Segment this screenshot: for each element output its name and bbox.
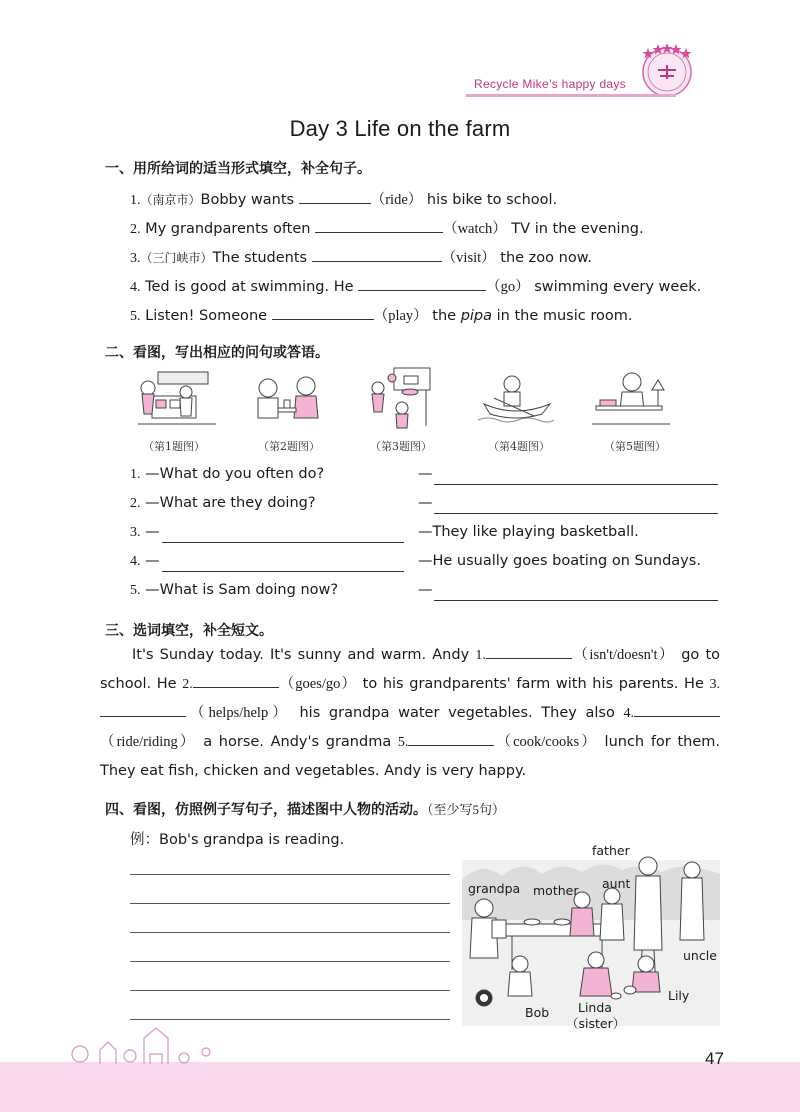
caption-3: （第3题图） <box>370 440 432 453</box>
running-header: Recycle Mike’s happy days <box>474 77 627 91</box>
writing-line[interactable] <box>130 903 450 904</box>
stamp-logo <box>636 38 698 100</box>
cloze-passage: It's Sunday today. It's sunny and warm. Andy 1. （isn't/doesn't） go to school. He 2. （goes/go） to his grandparents' farm with his parents. He 3.（helps/help） his grandpa water vegetables. They also 4.（ride/riding） a horse. Andy's grandma 5. （cook/cooks） lunch for them. They eat fish, chicken and vegetables. Andy is very happy. <box>100 647 721 779</box>
section4-heading: 四、看图，仿照例子写句子，描述图中人物的活动。（至少写5句） <box>105 802 506 818</box>
label-lily: Lily <box>668 988 690 1003</box>
caption-1: （第1题图） <box>143 440 205 453</box>
s1-item-2: 2. My grandparents often （watch） TV in the evening. <box>130 221 644 237</box>
writing-line[interactable] <box>130 1019 450 1020</box>
answer-blank[interactable] <box>408 732 494 746</box>
picture-2-kids-table <box>248 372 328 428</box>
label-mother: mother <box>533 883 579 898</box>
answer-blank[interactable] <box>272 306 374 320</box>
answer-blank[interactable] <box>299 190 371 204</box>
picture-1-toys <box>138 368 216 430</box>
writing-line[interactable] <box>130 874 450 875</box>
example-sentence: 例：Bob's grandpa is reading. <box>130 832 345 848</box>
header-rule <box>466 94 676 97</box>
answer-blank[interactable] <box>434 484 718 485</box>
answer-blank[interactable] <box>486 645 572 659</box>
question-blank[interactable] <box>162 571 404 572</box>
question-blank[interactable] <box>162 542 404 543</box>
picture-5-studying <box>592 370 670 428</box>
s1-item-3: 3.（三门峡市）The students （visit） the zoo now. <box>130 250 592 266</box>
s2-item-1-answer: — <box>418 466 433 482</box>
label-linda: Linda <box>578 1000 612 1015</box>
section1-heading: 一、用所给词的适当形式填空，补全句子。 <box>105 161 371 177</box>
caption-2: （第2题图） <box>258 440 320 453</box>
s2-item-4-answer: —He usually goes boating on Sundays. <box>418 553 701 569</box>
answer-blank[interactable] <box>434 513 718 514</box>
writing-line[interactable] <box>130 932 450 933</box>
s2-item-3-answer: —They like playing basketball. <box>418 524 639 540</box>
label-uncle: uncle <box>683 948 717 963</box>
answer-blank[interactable] <box>358 277 486 291</box>
section3-heading: 三、选词填空，补全短文。 <box>105 623 273 639</box>
answer-blank[interactable] <box>100 703 186 717</box>
s1-item-5: 5. Listen! Someone （play） the pipa in the music room. <box>130 308 633 324</box>
answer-blank[interactable] <box>315 219 443 233</box>
s1-item-1: 1.（南京市）Bobby wants （ride） his bike to school. <box>130 192 558 208</box>
label-aunt: aunt <box>602 876 631 891</box>
page-title: Day 3 Life on the farm <box>289 116 511 141</box>
s2-item-5-question: 5. —What is Sam doing now? <box>130 582 339 598</box>
footer-decoration <box>60 1024 220 1070</box>
answer-blank[interactable] <box>312 248 442 262</box>
writing-line[interactable] <box>130 961 450 962</box>
s2-item-4-question: 4. — <box>130 553 160 569</box>
s2-item-2-question: 2. —What are they doing? <box>130 495 316 511</box>
answer-blank[interactable] <box>193 674 279 688</box>
section2-heading: 二、看图，写出相应的问句或答语。 <box>105 345 329 361</box>
label-sister: （sister） <box>566 1016 626 1031</box>
answer-blank[interactable] <box>434 600 718 601</box>
caption-4: （第4题图） <box>488 440 550 453</box>
s2-item-2-answer: — <box>418 495 433 511</box>
page-number: 47 <box>705 1049 724 1068</box>
s1-item-4: 4. Ted is good at swimming. He （go） swimming every week. <box>130 279 702 295</box>
caption-5: （第5题图） <box>604 440 666 453</box>
writing-line[interactable] <box>130 990 450 991</box>
label-father: father <box>592 843 630 858</box>
s2-item-5-answer: — <box>418 582 433 598</box>
picture-4-boating <box>478 374 554 426</box>
label-bob: Bob <box>525 1005 550 1020</box>
answer-blank[interactable] <box>634 703 720 717</box>
s2-item-3-question: 3. — <box>130 524 160 540</box>
picture-3-basketball <box>362 366 438 430</box>
s2-item-1-question: 1. —What do you often do? <box>130 466 325 482</box>
label-grandpa: grandpa <box>468 881 521 896</box>
